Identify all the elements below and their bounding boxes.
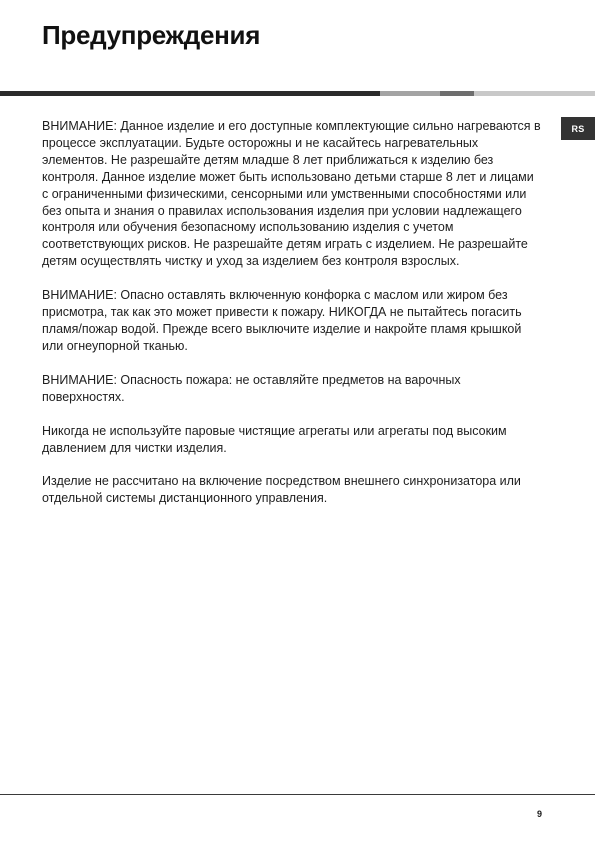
header-divider-segment xyxy=(0,91,380,96)
warning-text: : Данное изделие и его доступные комплектующие сильно нагреваются в процессе эксплуатации. Будьте осторожны и не касайтесь нагревательных элементов. Не разрешайте детям младше 8 лет приближаться к изделию без контроля. Данное изделие может быть использовано детьми старше 8 лет и лицами с ограниченными физическими, сенсорными или умственными способностями или без опыта и знания о правилах использования изделия при условии надлежащего контроля или обучения безопасному использованию изделия с учетом соответствующих рисков. Не разрешайте детям играть с изделием. Не разрешайте детям осуществлять чистку и уход за изделием без контроля взрослых. xyxy=(42,119,541,269)
warning-label: ВНИМАНИЕ xyxy=(42,288,114,303)
header-divider-segment xyxy=(380,91,440,96)
header-divider xyxy=(0,91,595,96)
warning-label: ВНИМАНИЕ xyxy=(42,372,114,387)
page-title: Предупреждения xyxy=(42,20,261,50)
notice-text: Изделие не рассчитано на включение посредством внешнего синхронизатора или отдельной системы дистанционного управления. xyxy=(42,474,521,506)
warning-text: : Опасно оставлять включенную конфорка с маслом или жиром без присмотра, так как это может привести к пожару. НИКОГДА не пытайтесь погасить пламя/пожар водой. Прежде всего выключите изделие и накройте пламя крышкой или огнеупорной тканью. xyxy=(42,288,522,353)
notice-paragraph xyxy=(42,423,542,457)
header-divider-segment xyxy=(474,91,595,96)
warning-text: : Опасность пожара: не оставляйте предметов на варочных поверхностях. xyxy=(42,372,461,404)
footer-divider xyxy=(0,794,595,795)
warning-paragraph xyxy=(42,372,542,406)
warning-paragraph xyxy=(42,118,542,270)
warning-label: ВНИМАНИЕ xyxy=(42,119,114,133)
notice-text: Никогда не используйте паровые чистящие агрегаты или агрегаты под высоким давлением для чистки изделия. xyxy=(42,423,507,455)
language-tab: RS xyxy=(561,117,595,140)
notice-paragraph xyxy=(42,473,542,507)
warning-paragraph xyxy=(42,287,542,355)
warnings-body xyxy=(42,118,542,524)
header-divider-segment xyxy=(440,91,474,96)
page-number: 9 xyxy=(537,809,543,819)
